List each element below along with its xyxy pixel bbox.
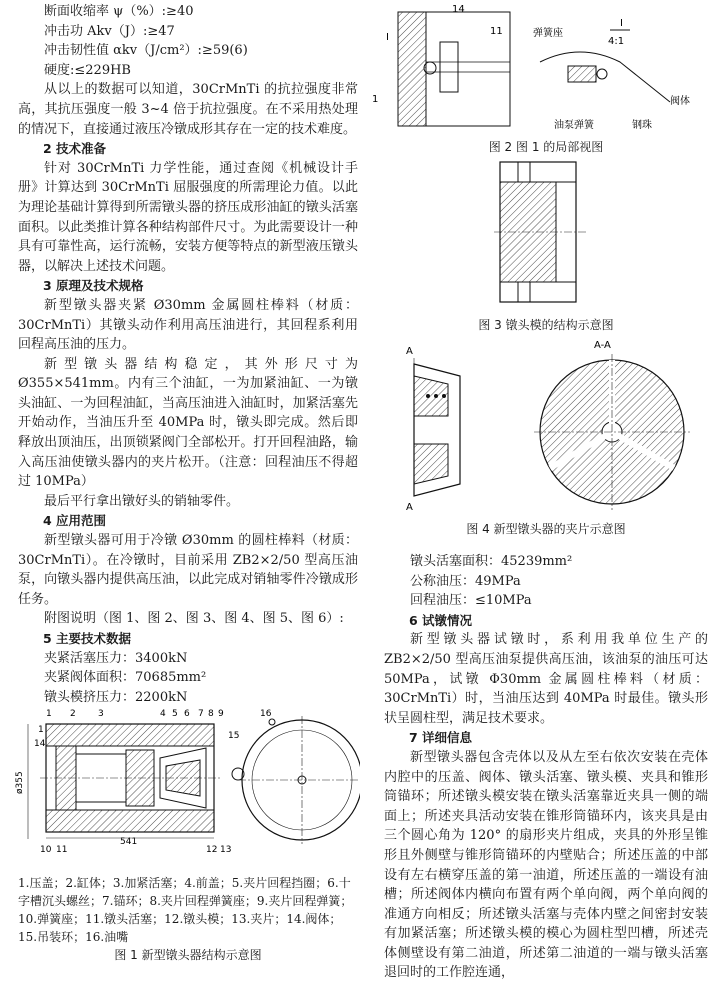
legend-text: 1.压盖；2.缸体；3.加紧活塞；4.前盖；5.夹片回程挡圈；6.十字槽沉头螺丝；7.锚环；8.夹片回程弹簧座；9.夹片回程弹簧；10.弹簧座；11.镦头活塞；12.镦头模；13.夹片；14.阀体；15.吊装环；16.油嘴 [18, 876, 353, 944]
fig2-label: I [620, 18, 623, 29]
figure-3-drawing [490, 158, 600, 308]
paragraph: 从以上的数据可以知道，30CrMnTi 的抗拉强度非常高，其抗压强度一般 3~4 倍于抗拉强度。在不采用热处理的情况下，直接通过液压冷镦成形其存在一定的技术难度。 [18, 82, 358, 137]
fig1-label: 1 [38, 725, 44, 735]
spec-line: 镦头模挤压力：2200kN [44, 689, 188, 705]
figure-4-drawing [384, 336, 708, 514]
fig1-label: 10 [40, 845, 52, 855]
fig1-label: 3 [98, 709, 104, 719]
fig4-label: A [406, 346, 413, 357]
section-heading: 5 主要技术数据 [43, 631, 132, 646]
fig2-label: 钢珠 [632, 120, 652, 131]
prop-line: 冲击韧性值 αkv（J/cm²）:≥59(6) [44, 43, 248, 59]
fig1-dim: 541 [120, 837, 138, 847]
fig1-label: 1 [46, 709, 52, 719]
section-heading: 2 技术准备 [43, 141, 107, 157]
right-column [384, 552, 708, 983]
paragraph: 针对 30CrMnTi 力学性能，通过查阅《机械设计手册》计算达到 30CrMnTi 屈服强度的所需理论力值。以此为理论基础计算得到所需镦头器的挤压成形油缸的镦头活塞面积。以此类推计算各种结构部件尺寸。为此需要设计一种具有可靠性高，运行流畅，安装方便等特点的新型液压镦头器，以解决上述技术问题。 [18, 160, 358, 274]
figure-1-legend [18, 874, 358, 963]
paragraph: 附图说明（图 1、图 2、图 3、图 4、图 5、图 6）: [44, 611, 344, 627]
spec-line: 夹紧活塞压力：3400kN [44, 650, 188, 666]
paragraph: 新型镦头器夹紧 Ø30mm 金属圆柱棒料（材质：30CrMnTi）其镦头动作利用高压油进行，其回程系利用回程高压油的压力。 [18, 297, 358, 353]
fig1-label: 2 [70, 709, 76, 719]
fig1-label: 7 [198, 709, 204, 719]
section-heading: 3 原理及技术规格 [43, 278, 144, 294]
fig2-label: 4:1 [608, 36, 625, 47]
fig2-label: 弹簧座 [533, 28, 563, 39]
fig1-dim: ø355 [15, 771, 25, 794]
fig2-label: 1 [372, 94, 379, 105]
fig2-label: 阀体 [670, 96, 690, 107]
fig1-label: 4 [160, 709, 166, 719]
paragraph: 新型镦头器试镦时，系利用我单位生产的 ZB2×2/50 型高压油泵提供高压油，该油泵的油压可达 50MPa，试镦 Φ30mm 金属圆柱棒料（材质：30CrMnTi）时，当油压达到 40MPa 时最佳。镦头形状呈圆柱型，满足技术要求。 [384, 632, 708, 726]
fig2-label: 14 [452, 4, 465, 15]
figure-1-drawing [10, 704, 360, 869]
figure-caption: 图 1 新型镦头器结构示意图 [114, 948, 262, 962]
left-column [18, 0, 358, 707]
prop-line: 硬度:≤229HB [44, 62, 131, 78]
fig1-label: 5 [172, 709, 178, 719]
figure-1 [10, 704, 360, 869]
spec-line: 公称油压：49MPa [410, 573, 521, 589]
fig1-label: 11 [56, 845, 68, 855]
prop-line: 冲击功 Akv（J）:≥47 [44, 23, 175, 39]
spec-line: 镦头活塞面积：45239mm² [410, 554, 573, 569]
figure-caption: 图 3 镦头模的结构示意图 [478, 318, 614, 332]
fig1-label: 13 [220, 845, 232, 855]
paragraph: 新型镦头器结构稳定，其外形尺寸为 Ø355×541mm。内有三个油缸，一为加紧油缸、一为镦头油缸、一为回程油缸，当高压油进入油缸时，加紧活塞先开始动作，当油压升至 40MPa 时，镦头即完成。然后即释放出顶油压，出顶锁紧阀门全部松开。打开回程油路，输入高压油使镦头器内的夹片松开。（注意：回程油压不得超过 10MPa） [18, 356, 358, 490]
section-heading: 7 详细信息 [409, 730, 473, 746]
section-heading: 6 试镦情况 [409, 612, 473, 628]
fig1-label: 14 [34, 739, 46, 749]
prop-line: 断面收缩率 ψ（%）:≥40 [44, 4, 194, 19]
figure-3 [490, 158, 600, 308]
figure-2 [370, 2, 710, 134]
fig1-label: 15 [228, 731, 240, 741]
fig4-label: A [406, 502, 413, 513]
figure-2-drawing [370, 2, 710, 134]
paragraph: 最后平行拿出镦好头的销轴零件。 [44, 493, 240, 509]
fig1-label: 6 [184, 709, 190, 719]
spec-line: 夹紧阀体面积：70685mm² [44, 670, 207, 686]
section-heading: 4 应用范围 [43, 513, 107, 529]
fig1-label: 8 [208, 709, 214, 719]
fig2-label: 油泵弹簧 [554, 120, 594, 131]
spec-line: 回程油压：≤10MPa [410, 593, 532, 609]
fig2-label: I [386, 32, 389, 43]
figure-caption: 图 2 图 1 的局部视图 [488, 140, 604, 154]
figure-4 [384, 336, 708, 514]
fig2-label: 11 [490, 26, 503, 37]
fig1-label: 12 [206, 845, 218, 855]
fig1-label: 16 [260, 709, 272, 719]
figure-caption: 图 4 新型镦头器的夹片示意图 [466, 522, 626, 536]
fig1-label: 9 [218, 709, 224, 719]
fig4-label: A-A [594, 340, 611, 351]
paragraph: 新型镦头器包含壳体以及从左至右依次安装在壳体内腔中的压盖、阀体、镦头活塞、镦头模、夹具和锥形筒锚环；所述镦头模安装在镦头活塞靠近夹具一侧的端面上；所述夹具活动安装在锥形筒锚环内，该夹具是由三个圆心角为 120° 的扇形夹片组成，夹具的外形呈锥形且外侧壁与锥形筒锚环的内壁贴合；所述压盖的中部设有左右横穿压盖的第一油道，所述压盖的一端设有油槽；所述阀体内横向布置有两个单向阀，两个单向阀的准通方向相反；所述镦头活塞与壳体内壁之间密封安装有加紧活塞；所述镦头模的模心为圆柱型凹槽，所述壳体侧壁设有第二油道，所述第二油道的一端与镦头活塞退回时的工作腔连通， [384, 749, 708, 981]
paragraph: 新型镦头器可用于冷镦 Ø30mm 的圆柱棒料（材质：30CrMnTi）。在冷镦时，目前采用 ZB2×2/50 型高压油泵，向镦头器内提供高压油，以此完成对销轴零件冷镦成形任务。 [18, 533, 358, 607]
